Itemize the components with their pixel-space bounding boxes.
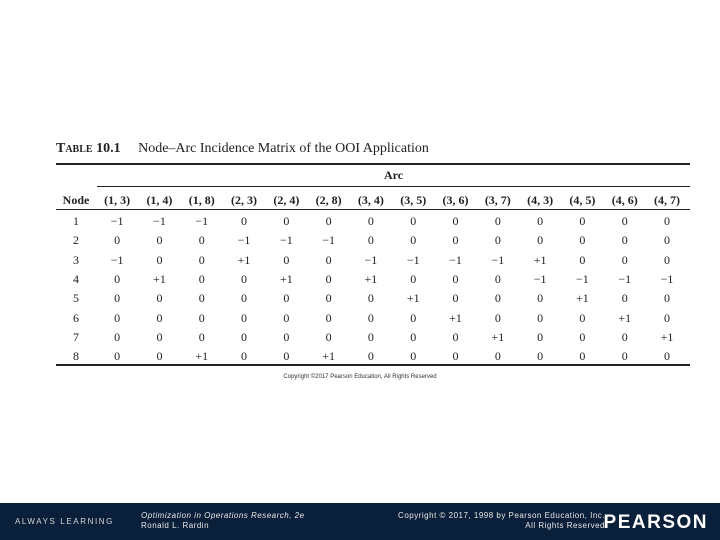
matrix-cell: 0 — [198, 272, 205, 287]
matrix-cell: 0 — [367, 329, 374, 344]
matrix-cell: +1 — [533, 252, 547, 267]
matrix-cell: 0 — [494, 272, 501, 287]
matrix-cell: 0 — [410, 329, 417, 344]
table-row — [56, 212, 690, 231]
arc-column-header: (4, 7) — [654, 192, 680, 207]
matrix-cell: 0 — [494, 233, 501, 248]
node-cell: 2 — [73, 233, 79, 248]
node-column-header: Node — [62, 192, 90, 207]
matrix-cell: 0 — [241, 329, 248, 344]
matrix-cell: 0 — [410, 272, 417, 287]
arc-column-header: (4, 6) — [611, 192, 638, 207]
matrix-cell: +1 — [153, 272, 166, 287]
matrix-cell: 0 — [198, 329, 205, 344]
matrix-cell: 0 — [621, 329, 628, 344]
matrix-cell: 0 — [621, 214, 628, 229]
matrix-cell: −1 — [533, 272, 547, 287]
matrix-cell: 0 — [198, 310, 205, 325]
matrix-cell: +1 — [491, 329, 505, 344]
matrix-cell: 0 — [537, 310, 544, 325]
matrix-cell: −1 — [110, 214, 124, 229]
matrix-cell: −1 — [237, 233, 251, 248]
matrix-cell: +1 — [406, 291, 420, 306]
footer-copyright-line2: All Rights Reserved — [525, 521, 605, 530]
matrix-cell: 0 — [494, 291, 501, 306]
matrix-cell: 0 — [579, 310, 586, 325]
matrix-cell: 0 — [410, 233, 417, 248]
arc-column-header: (3, 5) — [400, 192, 427, 207]
table-title — [56, 141, 429, 157]
arc-column-header: (1, 3) — [104, 192, 131, 207]
table-number: Table 10.1 — [56, 141, 121, 156]
matrix-cell: −1 — [195, 214, 209, 229]
footer-copyright — [398, 511, 605, 531]
matrix-cell: 0 — [537, 214, 544, 229]
arc-column-header: (4, 5) — [569, 192, 596, 207]
matrix-cell: −1 — [576, 272, 589, 287]
matrix-cell: −1 — [279, 233, 293, 248]
matrix-cell: 0 — [494, 310, 501, 325]
table-caption: Node–Arc Incidence Matrix of the OOI Application — [138, 141, 429, 156]
table-row — [56, 251, 690, 270]
footer-bar — [0, 503, 720, 540]
matrix-cell: 0 — [283, 349, 290, 364]
matrix-cell: 0 — [664, 310, 670, 325]
matrix-cell: −1 — [449, 252, 462, 267]
matrix-cell: 0 — [410, 214, 417, 229]
matrix-cell: 0 — [156, 329, 163, 344]
matrix-cell: 0 — [579, 214, 586, 229]
matrix-cell: 0 — [325, 329, 332, 344]
matrix-cell: 0 — [664, 214, 670, 229]
matrix-cell: 0 — [241, 291, 248, 306]
matrix-cell: 0 — [114, 291, 121, 306]
matrix-cell: 0 — [664, 233, 670, 248]
arc-column-header: (1, 8) — [188, 192, 215, 207]
matrix-cell: 0 — [621, 252, 628, 267]
node-cell: 8 — [73, 349, 79, 364]
matrix-cell: +1 — [279, 272, 293, 287]
matrix-cell: 0 — [367, 233, 374, 248]
matrix-cell: 0 — [156, 349, 163, 364]
table-row — [56, 289, 690, 308]
matrix-cell: 0 — [156, 291, 163, 306]
matrix-cell: 0 — [241, 310, 248, 325]
matrix-cell: 0 — [114, 349, 121, 364]
matrix-cell: 0 — [621, 233, 628, 248]
matrix-cell: 0 — [325, 252, 332, 267]
matrix-cell: 0 — [114, 233, 121, 248]
matrix-cell: −1 — [364, 252, 378, 267]
matrix-cell: −1 — [660, 272, 674, 287]
matrix-cell: 0 — [452, 291, 459, 306]
matrix-cell: 0 — [283, 252, 290, 267]
arc-header-rule — [97, 186, 690, 187]
matrix-cell: 0 — [325, 272, 332, 287]
matrix-cell: 0 — [537, 349, 544, 364]
matrix-cell: 0 — [537, 291, 544, 306]
matrix-cell: +1 — [322, 349, 336, 364]
matrix-cell: +1 — [364, 272, 378, 287]
matrix-cell: 0 — [494, 349, 501, 364]
table-row — [56, 308, 690, 327]
matrix-cell: 0 — [621, 349, 628, 364]
table-row — [56, 328, 690, 347]
matrix-cell: −1 — [322, 233, 336, 248]
matrix-cell: 0 — [114, 329, 121, 344]
matrix-cell: −1 — [491, 252, 505, 267]
matrix-body — [56, 212, 690, 366]
matrix-cell: +1 — [576, 291, 589, 306]
footer-copyright-line1: Copyright © 2017, 1998 by Pearson Education, Inc. — [398, 511, 605, 520]
matrix-cell: 0 — [452, 329, 459, 344]
matrix-cell: 0 — [664, 291, 670, 306]
matrix-cell: 0 — [452, 272, 459, 287]
matrix-cell: 0 — [283, 291, 290, 306]
arc-column-header: (3, 4) — [357, 192, 384, 207]
table-bottom-rule — [56, 364, 690, 366]
table-top-rule — [56, 163, 690, 165]
book-author: Ronald L. Rardin — [141, 521, 210, 530]
copyright-line: Copyright ©2017 Pearson Education, All Rights Reserved — [283, 374, 437, 380]
table-row — [56, 231, 690, 250]
column-header-row — [56, 191, 690, 209]
matrix-cell: 0 — [241, 214, 248, 229]
node-cell: 4 — [73, 272, 79, 287]
book-title: Optimization in Operations Research, 2e — [141, 511, 305, 520]
arc-column-header: (3, 6) — [442, 192, 469, 207]
header-rule — [56, 209, 690, 210]
matrix-cell: 0 — [579, 329, 586, 344]
arc-column-header: (1, 4) — [146, 192, 173, 207]
matrix-cell: 0 — [241, 272, 248, 287]
matrix-cell: 0 — [664, 252, 670, 267]
table-row — [56, 270, 690, 289]
matrix-cell: 0 — [325, 310, 332, 325]
node-cell: 6 — [73, 310, 79, 325]
matrix-cell: 0 — [156, 310, 163, 325]
node-cell: 1 — [73, 214, 79, 229]
matrix-cell: 0 — [283, 214, 290, 229]
matrix-cell: −1 — [406, 252, 420, 267]
matrix-cell: 0 — [537, 233, 544, 248]
matrix-cell: +1 — [449, 310, 462, 325]
matrix-cell: +1 — [237, 252, 251, 267]
node-cell: 5 — [73, 291, 79, 306]
matrix-cell: 0 — [367, 291, 374, 306]
matrix-cell: 0 — [241, 349, 248, 364]
matrix-cell: 0 — [283, 329, 290, 344]
matrix-cell: 0 — [156, 233, 163, 248]
footer-tagline: ALWAYS LEARNING — [15, 517, 114, 526]
matrix-cell: 0 — [452, 214, 459, 229]
footer-book-info — [141, 511, 305, 531]
arc-column-header: (3, 7) — [484, 192, 511, 207]
matrix-cell: 0 — [452, 233, 459, 248]
arc-column-header: (2, 4) — [273, 192, 300, 207]
matrix-cell: +1 — [618, 310, 632, 325]
matrix-cell: 0 — [367, 214, 374, 229]
matrix-cell: 0 — [621, 291, 628, 306]
arc-column-header: (2, 8) — [315, 192, 342, 207]
node-cell: 7 — [73, 329, 79, 344]
matrix-cell: 0 — [410, 349, 417, 364]
arc-header: Arc — [383, 168, 404, 182]
matrix-cell: 0 — [664, 349, 670, 364]
matrix-cell: −1 — [153, 214, 166, 229]
matrix-cell: 0 — [367, 310, 374, 325]
matrix-cell: −1 — [618, 272, 632, 287]
matrix-cell: 0 — [579, 233, 586, 248]
arc-column-header: (4, 3) — [527, 192, 554, 207]
matrix-cell: 0 — [537, 329, 544, 344]
matrix-cell: 0 — [367, 349, 374, 364]
node-cell: 3 — [73, 252, 79, 267]
matrix-cell: 0 — [579, 349, 586, 364]
matrix-cell: 0 — [494, 214, 501, 229]
matrix-cell: 0 — [579, 252, 586, 267]
matrix-cell: 0 — [410, 310, 417, 325]
arc-column-header: (2, 3) — [231, 192, 258, 207]
matrix-cell: +1 — [660, 329, 674, 344]
matrix-cell: 0 — [114, 272, 121, 287]
matrix-cell: 0 — [198, 252, 205, 267]
matrix-cell: 0 — [325, 214, 332, 229]
matrix-cell: 0 — [452, 349, 459, 364]
matrix-cell: +1 — [195, 349, 209, 364]
matrix-cell: −1 — [110, 252, 124, 267]
matrix-cell: 0 — [283, 310, 290, 325]
matrix-cell: 0 — [198, 233, 205, 248]
matrix-cell: 0 — [198, 291, 205, 306]
matrix-cell: 0 — [156, 252, 163, 267]
matrix-cell: 0 — [114, 310, 121, 325]
matrix-cell: 0 — [325, 291, 332, 306]
pearson-logo: PEARSON — [603, 512, 708, 533]
